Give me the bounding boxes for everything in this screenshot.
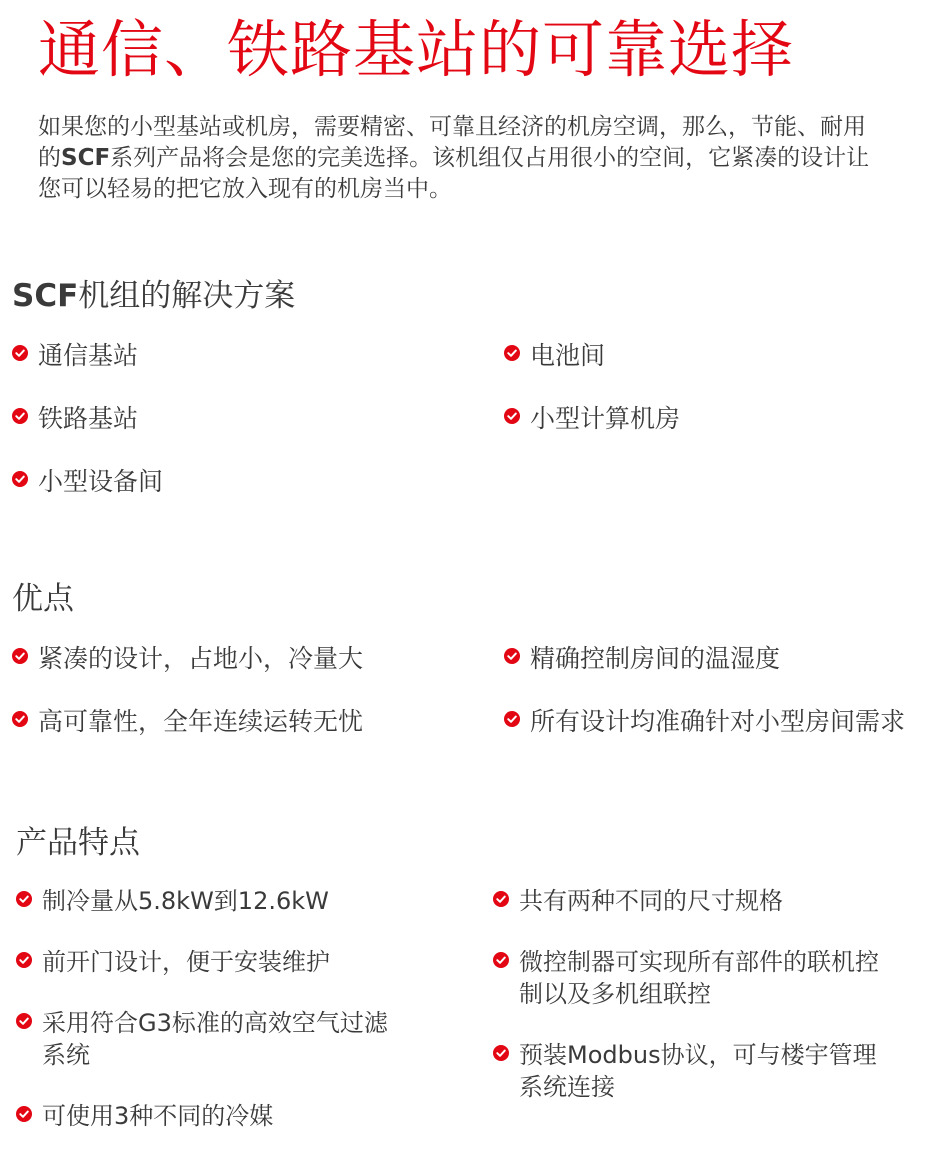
check-circle-icon: [504, 711, 520, 727]
check-circle-icon: [16, 1106, 32, 1122]
advantages-heading: 优点: [12, 581, 74, 617]
solution-item: [12, 402, 452, 435]
feature-item-label: 制冷量从5.8kW到12.6kW: [42, 887, 329, 915]
solutions-heading-brand: SCF: [12, 278, 79, 314]
advantage-item: [504, 705, 918, 738]
feature-item-label: 采用符合G3标准的高效空气过滤系统: [42, 1009, 388, 1069]
advantage-item: [504, 642, 914, 675]
check-circle-icon: [493, 1045, 509, 1061]
solution-item-label: 小型计算机房: [530, 404, 681, 433]
feature-item: [16, 1100, 416, 1132]
feature-item: [16, 1007, 400, 1071]
solution-item: [504, 402, 904, 435]
feature-item: [493, 1039, 881, 1103]
solution-item: [504, 339, 904, 372]
check-circle-icon: [12, 471, 28, 487]
check-circle-icon: [12, 408, 28, 424]
solution-item: [12, 339, 452, 372]
check-circle-icon: [16, 1013, 32, 1029]
advantage-item-label: 所有设计均准确针对小型房间需求: [530, 707, 906, 736]
check-circle-icon: [504, 408, 520, 424]
advantage-item: [12, 642, 452, 675]
feature-item: [16, 885, 416, 917]
intro-text-part1: 如果您的小型基站或机房，需要精密、可靠且经济的机房空调，那么，节能、耐用的: [38, 114, 866, 171]
feature-item: [493, 946, 893, 1010]
check-circle-icon: [493, 891, 509, 907]
feature-item-label: 预装Modbus协议，可与楼宇管理系统连接: [519, 1041, 877, 1101]
advantage-item-label: 精确控制房间的温湿度: [530, 644, 781, 673]
solution-item-label: 小型设备间: [38, 467, 164, 496]
feature-item: [16, 946, 416, 978]
check-circle-icon: [12, 711, 28, 727]
check-circle-icon: [12, 648, 28, 664]
advantage-item: [12, 705, 452, 738]
check-circle-icon: [493, 952, 509, 968]
intro-paragraph: [38, 112, 888, 205]
solutions-heading: [12, 276, 295, 316]
intro-text-part2: 系列产品将会是您的完美选择。该机组仅占用很小的空间，它紧凑的设计让您可以轻易的把它放入现有的机房当中。: [38, 145, 870, 202]
solution-item-label: 通信基站: [38, 341, 139, 370]
solution-item: [12, 465, 452, 498]
advantage-item-label: 高可靠性，全年连续运转无忧: [38, 707, 364, 736]
advantage-item-label: 紧凑的设计，占地小，冷量大: [38, 644, 364, 673]
feature-item-label: 共有两种不同的尺寸规格: [519, 887, 783, 915]
intro-brand: SCF: [61, 145, 111, 171]
solution-item-label: 电池间: [530, 341, 606, 370]
check-circle-icon: [12, 345, 28, 361]
check-circle-icon: [16, 952, 32, 968]
check-circle-icon: [16, 891, 32, 907]
feature-item-label: 前开门设计，便于安装维护: [42, 948, 330, 976]
check-circle-icon: [504, 345, 520, 361]
check-circle-icon: [504, 648, 520, 664]
solution-item-label: 铁路基站: [38, 404, 139, 433]
features-heading: 产品特点: [16, 825, 140, 861]
solutions-heading-text: 机组的解决方案: [78, 278, 296, 314]
page-title: 通信、铁路基站的可靠选择: [38, 13, 795, 86]
feature-item: [493, 885, 893, 917]
feature-item-label: 可使用3种不同的冷媒: [42, 1102, 274, 1130]
feature-item-label: 微控制器可实现所有部件的联机控制以及多机组联控: [519, 948, 879, 1008]
